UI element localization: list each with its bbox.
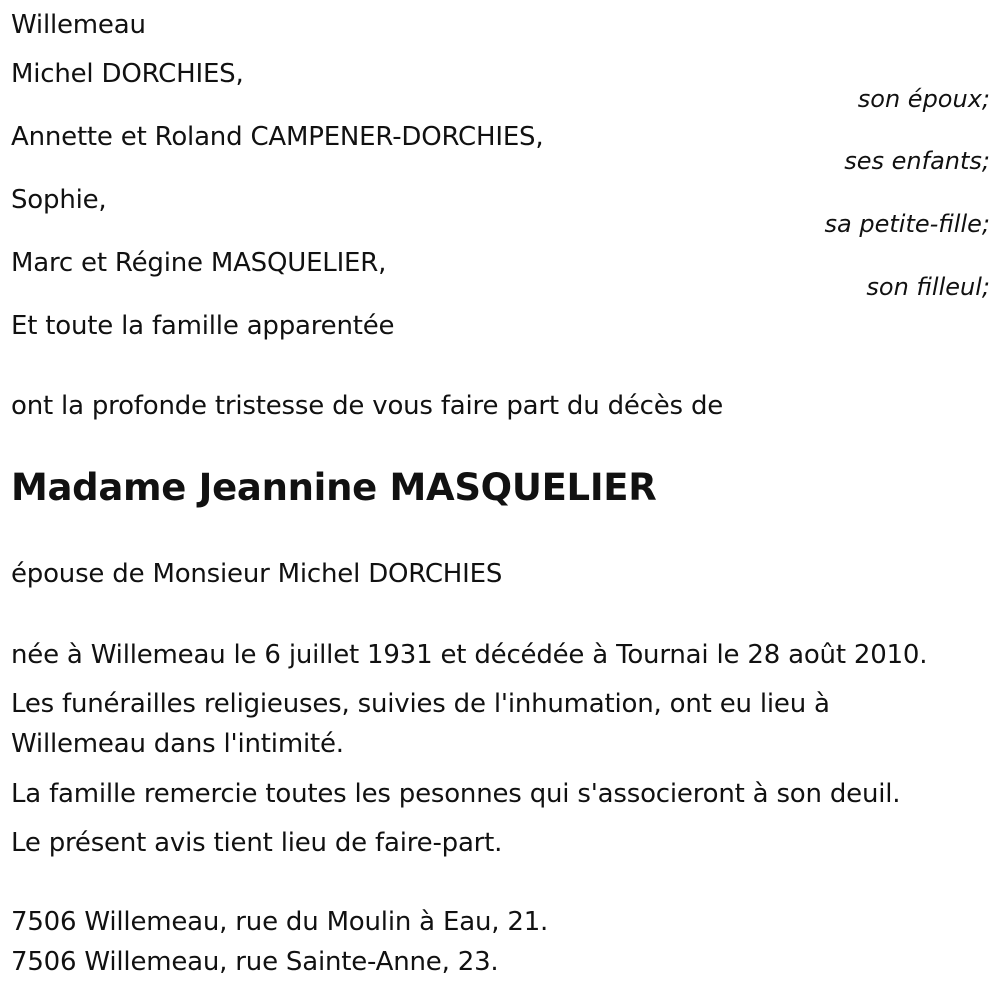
family-member-role: sa petite-fille;	[824, 210, 990, 238]
address-line: 7506 Willemeau, rue du Moulin à Eau, 21.	[11, 907, 549, 937]
birth-death-line: née à Willemeau le 6 juillet 1931 et décédée à Tournai le 28 août 2010.	[11, 640, 928, 670]
family-member-name: Marc et Régine MASQUELIER,	[11, 248, 387, 278]
address-block	[11, 902, 548, 982]
address-line: 7506 Willemeau, rue Sainte-Anne, 23.	[11, 947, 499, 977]
family-closing: Et toute la famille apparentée	[11, 311, 395, 341]
funeral-paragraph	[11, 684, 830, 764]
family-member-role: ses enfants;	[844, 147, 990, 175]
announcement-text: ont la profonde tristesse de vous faire part du décès de	[11, 391, 724, 421]
notice-line: Le présent avis tient lieu de faire-part.	[11, 828, 503, 858]
family-member-name: Michel DORCHIES,	[11, 59, 244, 89]
funeral-line: Willemeau dans l'intimité.	[11, 729, 344, 759]
funeral-line: Les funérailles religieuses, suivies de l'inhumation, ont eu lieu à	[11, 689, 830, 719]
place-header: Willemeau	[11, 10, 146, 40]
family-member-name: Annette et Roland CAMPENER-DORCHIES,	[11, 122, 544, 152]
family-member-role: son époux;	[857, 85, 990, 113]
family-member-name: Sophie,	[11, 185, 107, 215]
family-member-role: son filleul;	[866, 273, 990, 301]
thanks-line: La famille remercie toutes les pesonnes qui s'associeront à son deuil.	[11, 779, 901, 809]
spouse-line: épouse de Monsieur Michel DORCHIES	[11, 559, 503, 589]
deceased-name: Madame Jeannine MASQUELIER	[11, 466, 657, 509]
